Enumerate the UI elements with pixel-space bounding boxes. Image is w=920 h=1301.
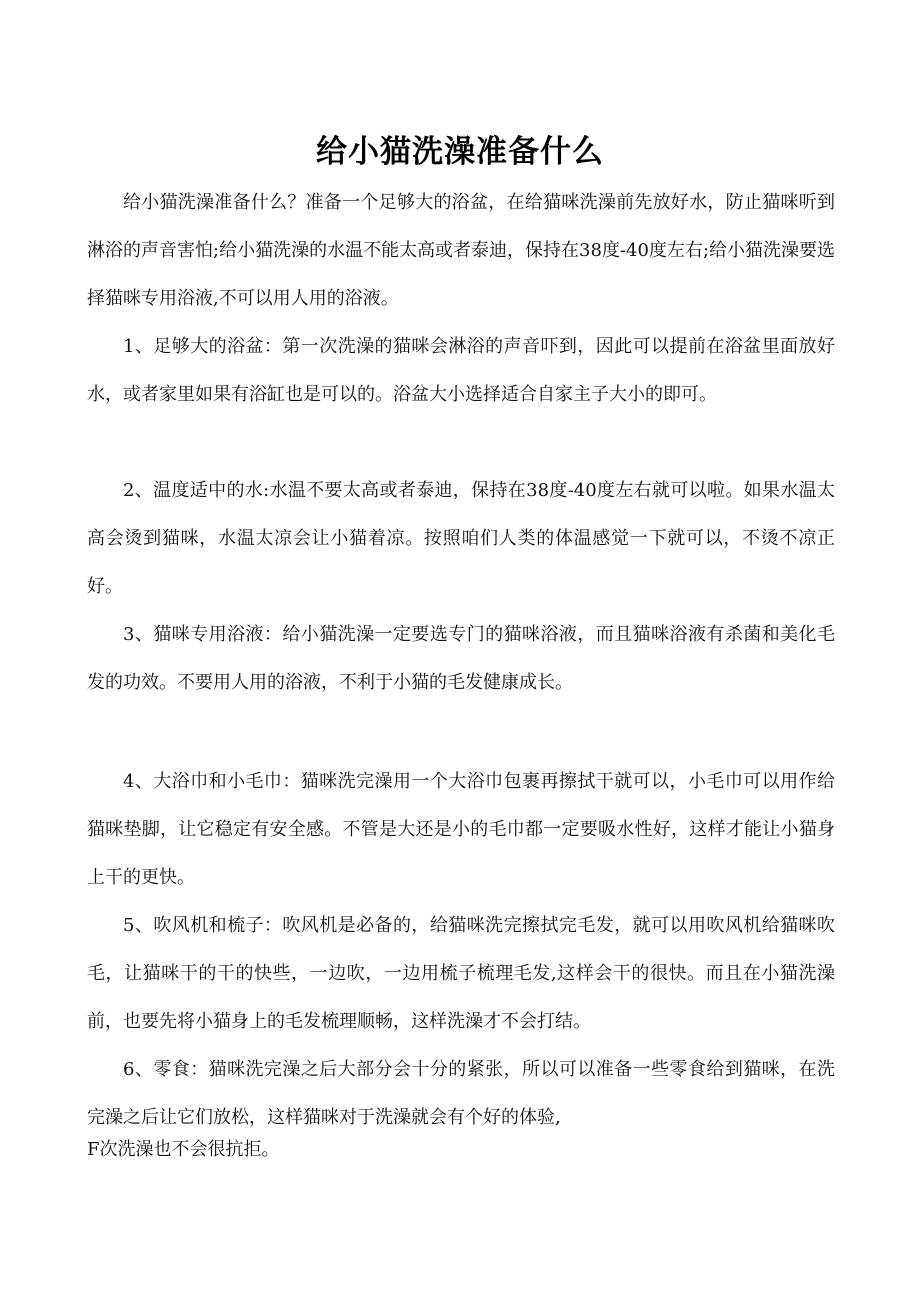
intro-paragraph: 给小猫洗澡准备什么？准备一个足够大的浴盆，在给猫咪洗澡前先放好水，防止猫咪听到淋浴的声音害怕;给小猫洗澡的水温不能太高或者泰迪，保持在38度-40度左右;给小猫洗澡要选择猫咪专用浴液,不可以用人用的浴液。 [87, 192, 836, 309]
paragraph-water-temperature: 2、温度适中的水:水温不要太高或者泰迪，保持在38度-40度左右就可以啦。如果水温太高会烫到猫咪，水温太凉会让小猫着凉。按照咱们人类的体温感觉一下就可以，不烫不凉正好。 [87, 480, 835, 597]
paragraph-tail-line: F次洗澡也不会很抗拒。 [87, 1139, 280, 1160]
paragraph-towels: 4、大浴巾和小毛巾：猫咪洗完澡用一个大浴巾包裹再擦拭干就可以，小毛巾可以用作给猫咪垫脚，让它稳定有安全感。不管是大还是小的毛巾都一定要吸水性好，这样才能让小猫身上干的更快。 [87, 771, 835, 888]
document-title: 给小猫洗澡准备什么 [316, 134, 604, 170]
paragraph-bathtub: 1、足够大的浴盆：第一次洗澡的猫咪会淋浴的声音吓到，因此可以提前在浴盆里面放好水，或者家里如果有浴缸也是可以的。浴盆大小选择适合自家主子大小的即可。 [87, 336, 835, 405]
paragraph-cat-shampoo: 3、猫咪专用浴液：给小猫洗澡一定要选专门的猫咪浴液，而且猫咪浴液有杀菌和美化毛发的功效。不要用人用的浴液，不利于小猫的毛发健康成长。 [87, 624, 835, 693]
paragraph-snacks: 6、零食：猫咪洗完澡之后大部分会十分的紧张，所以可以准备一些零食给到猫咪，在洗完澡之后让它们放松，这样猫咪对于洗澡就会有个好的体验, [87, 1059, 835, 1128]
paragraph-dryer-comb: 5、吹风机和梳子：吹风机是必备的，给猫咪洗完擦拭完毛发，就可以用吹风机给猫咪吹毛，让猫咪干的干的快些，一边吹，一边用梳子梳理毛发,这样会干的很快。而且在小猫洗澡前，也要先将小猫身上的毛发梳理顺畅，这样洗澡才不会打结。 [87, 915, 835, 1032]
